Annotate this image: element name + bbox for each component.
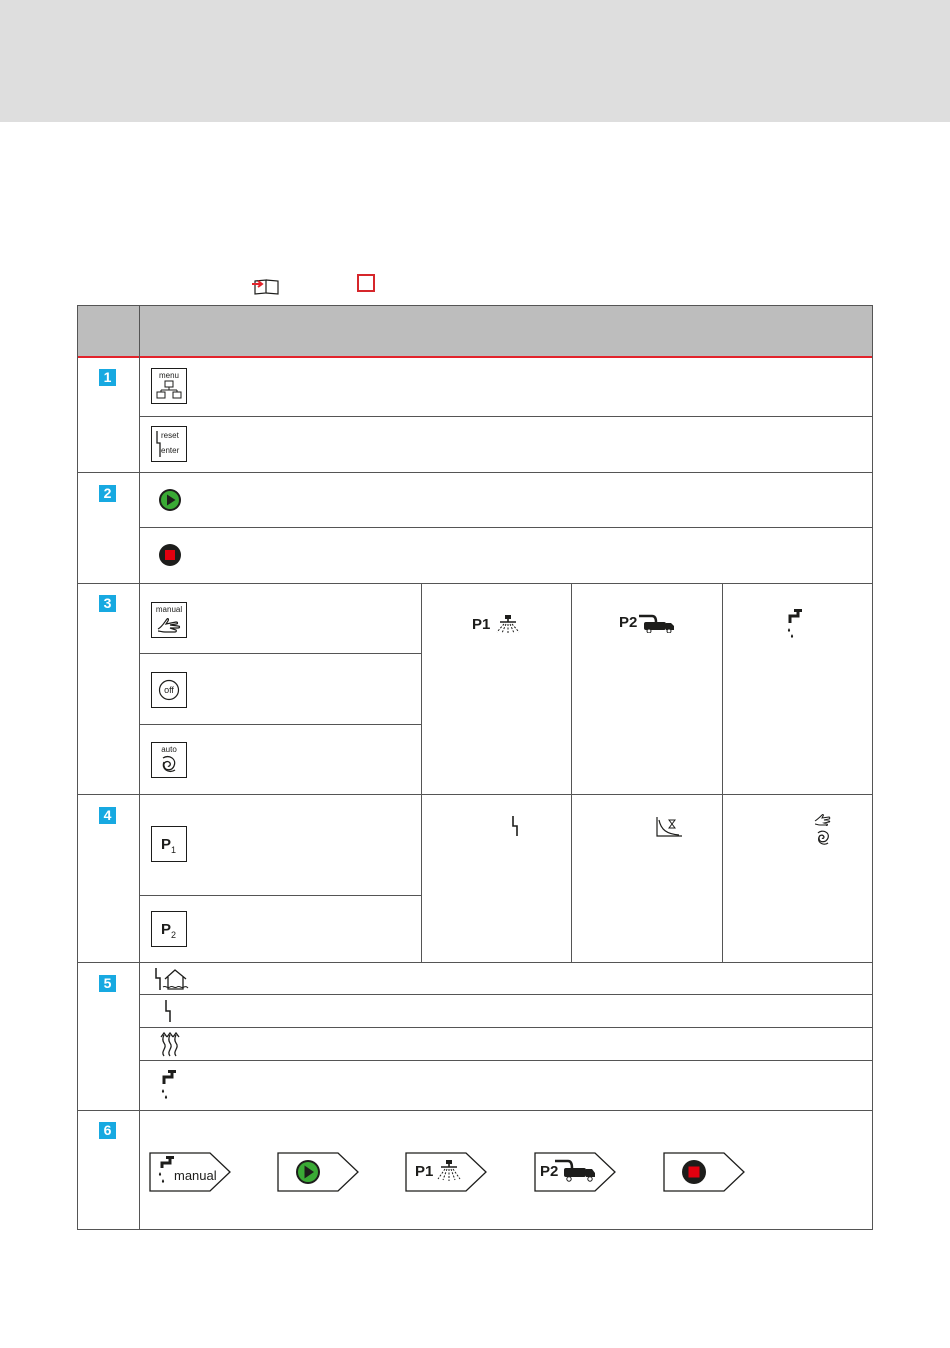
- timer-curve-icon: [655, 816, 683, 838]
- tap-manual-tag: [149, 1152, 231, 1192]
- reset-caption: reset: [161, 431, 179, 440]
- reference-box: [357, 274, 375, 292]
- start-play-tag: [277, 1152, 359, 1192]
- pump-p2-truck-icon: [619, 613, 679, 635]
- enter-caption: enter: [161, 446, 180, 455]
- table-border-bottom: [77, 1229, 873, 1230]
- column-divider: [421, 583, 422, 962]
- subrow-separator: [139, 1060, 873, 1061]
- p1-tag-label: P1: [415, 1163, 434, 1180]
- start-play-icon[interactable]: [158, 488, 182, 512]
- subrow-separator: [139, 994, 873, 995]
- row-number-badge: 5: [99, 975, 116, 992]
- off-key[interactable]: [151, 672, 187, 708]
- row-number-badge: 1: [99, 369, 116, 386]
- row-separator: [77, 472, 873, 473]
- subrow-separator: [139, 724, 421, 725]
- tap-drops-icon: [158, 1069, 180, 1101]
- auto-swirl-icon: [159, 754, 179, 774]
- subrow-separator: [139, 1027, 873, 1028]
- row-number-badge: 3: [99, 595, 116, 612]
- manual-tag-label: manual: [174, 1168, 217, 1183]
- p1-label: P1: [472, 616, 491, 633]
- manual-key-caption: manual: [155, 605, 183, 614]
- row-number-badge: 6: [99, 1122, 116, 1139]
- auto-key[interactable]: [151, 742, 187, 778]
- fault-bolt-icon: [163, 999, 173, 1023]
- p1-key-label: $P_1$: [161, 836, 177, 855]
- fault-bolt-icon: [510, 815, 520, 837]
- row-separator: [77, 583, 873, 584]
- column-divider: [571, 583, 572, 962]
- p2-key[interactable]: [151, 911, 187, 947]
- heat-waves-icon: [159, 1031, 181, 1057]
- row-number-badge: 2: [99, 485, 116, 502]
- p2-truck-tag: [534, 1152, 616, 1192]
- subrow-separator: [139, 895, 421, 896]
- menu-key[interactable]: [151, 368, 187, 404]
- tap-drops-icon: [784, 609, 806, 639]
- menu-key-caption: menu: [158, 371, 179, 380]
- stop-square-tag: [663, 1152, 745, 1192]
- table-header: [77, 305, 873, 358]
- book-arrow-icon: [252, 276, 282, 296]
- pump-p1-sprinkler-icon: [472, 615, 522, 637]
- p2-tag-label: P2: [540, 1163, 559, 1180]
- header-band: [0, 0, 950, 122]
- p1-key[interactable]: [151, 826, 187, 862]
- row-separator: [77, 794, 873, 795]
- row-separator: [77, 1110, 873, 1111]
- reset-enter-key[interactable]: [151, 426, 187, 462]
- sprinkler-icon: [496, 615, 520, 635]
- menu-tree-icon: [156, 380, 182, 400]
- p2-label: P2: [619, 614, 638, 631]
- stop-square-icon: [663, 1152, 745, 1192]
- subrow-separator: [139, 527, 873, 528]
- p1-sprinkler-tag: [405, 1152, 487, 1192]
- column-divider: [139, 305, 140, 1230]
- off-key-caption: off: [164, 685, 174, 695]
- row-number-badge: 4: [99, 807, 116, 824]
- row-separator: [77, 962, 873, 963]
- manual-key[interactable]: [151, 602, 187, 638]
- subrow-separator: [139, 416, 873, 417]
- fault-house-icon: [153, 967, 189, 993]
- auto-key-caption: auto: [161, 745, 177, 754]
- manual-hand-icon: [156, 615, 182, 635]
- subrow-separator: [139, 653, 421, 654]
- key-function-table: [77, 305, 873, 1230]
- table-border-right: [872, 305, 873, 1230]
- table-border-top: [77, 305, 873, 306]
- p2-key-label: $P_2$: [161, 921, 177, 940]
- truck-icon: [638, 613, 676, 633]
- manual-auto-icon: [812, 813, 834, 847]
- table-border-left: [77, 305, 78, 1230]
- stop-square-icon[interactable]: [158, 543, 182, 567]
- start-play-icon: [277, 1152, 359, 1192]
- column-divider: [722, 583, 723, 962]
